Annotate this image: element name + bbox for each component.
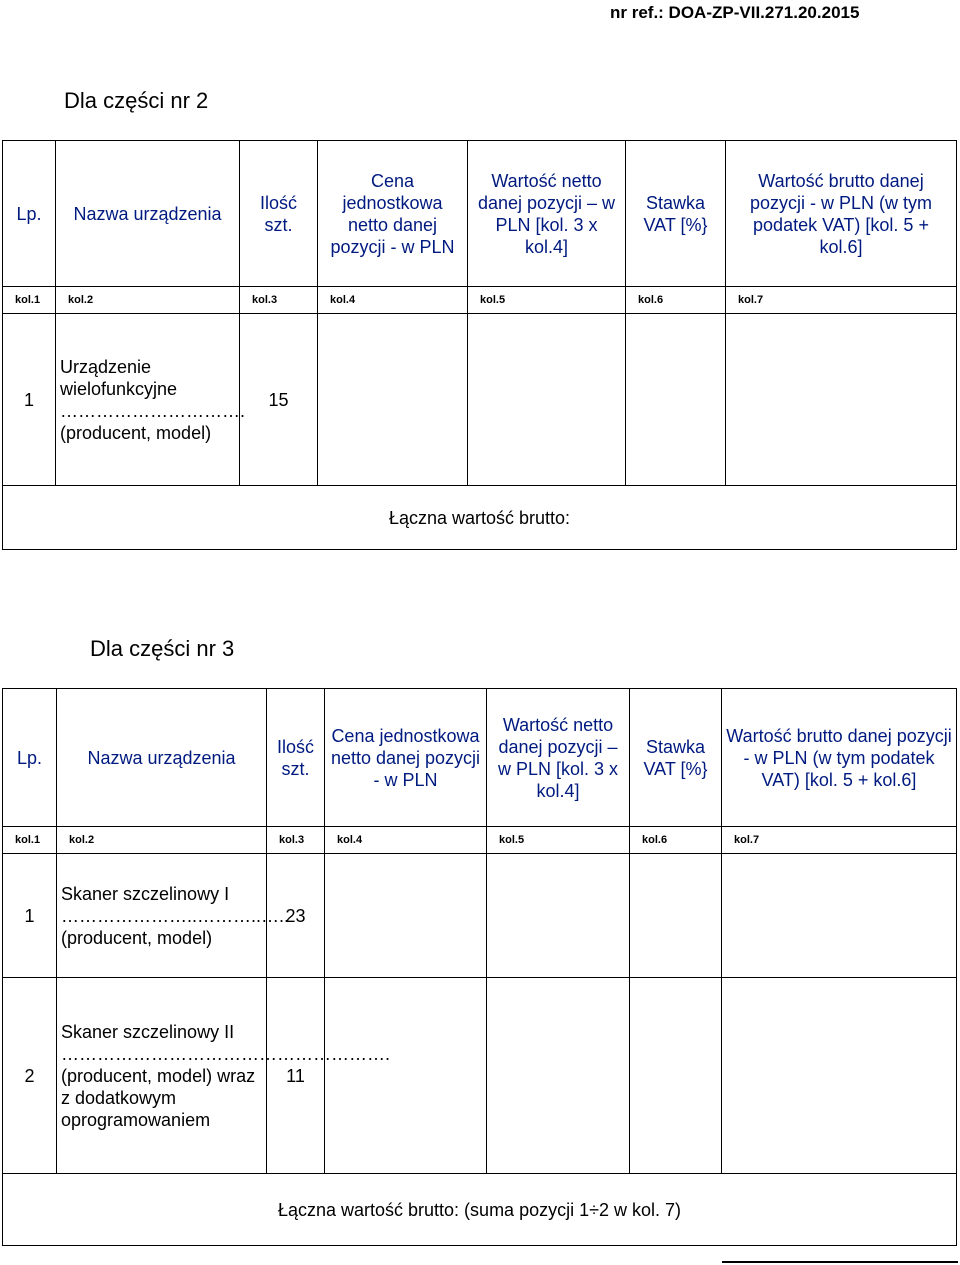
header-qty: Ilość szt. xyxy=(240,141,318,287)
kol-label: kol.5 xyxy=(468,287,626,314)
kol-label: kol.5 xyxy=(487,827,630,854)
row-vat[interactable] xyxy=(630,978,722,1174)
part3-table xyxy=(2,688,957,1246)
kol-label: kol.1 xyxy=(3,287,56,314)
kol-label: kol.1 xyxy=(3,827,57,854)
kol-label: kol.2 xyxy=(56,287,240,314)
row-name: Skaner szczelinowy II ………………………………………………. (producent, model) wraz z dodatkowym oprogramowaniem xyxy=(57,978,267,1174)
header-net-value: Wartość netto danej pozycji – w PLN [kol. 3 x kol.4] xyxy=(487,689,630,827)
header-vat: Stawka VAT [%} xyxy=(626,141,726,287)
row-qty: 23 xyxy=(267,854,325,978)
kol-label: kol.2 xyxy=(57,827,267,854)
header-vat: Stawka VAT [%} xyxy=(630,689,722,827)
header-lp: Lp. xyxy=(3,689,57,827)
row-net-value[interactable] xyxy=(468,314,626,486)
row-vat[interactable] xyxy=(630,854,722,978)
row-qty: 15 xyxy=(240,314,318,486)
row-lp: 1 xyxy=(3,854,57,978)
kol-label: kol.4 xyxy=(318,287,468,314)
header-unit-price: Cena jednostkowa netto danej pozycji - w PLN xyxy=(325,689,487,827)
row-unit-price[interactable] xyxy=(318,314,468,486)
header-qty: Ilość szt. xyxy=(267,689,325,827)
kol-label: kol.4 xyxy=(325,827,487,854)
total-underline xyxy=(722,1261,958,1263)
kol-label: kol.7 xyxy=(722,827,957,854)
kol-label: kol.6 xyxy=(626,287,726,314)
row-qty: 11 xyxy=(267,978,325,1174)
kol-label: kol.3 xyxy=(267,827,325,854)
reference-number: nr ref.: DOA-ZP-VII.271.20.2015 xyxy=(610,3,860,22)
part2-title: Dla części nr 2 xyxy=(64,88,209,113)
row-lp: 2 xyxy=(3,978,57,1174)
header-unit-price: Cena jednostkowa netto danej pozycji - w PLN xyxy=(318,141,468,287)
row-gross-value[interactable] xyxy=(726,314,957,486)
part3-total: Łączna wartość brutto: (suma pozycji 1÷2 w kol. 7) xyxy=(3,1174,957,1246)
header-gross-value: Wartość brutto danej pozycji - w PLN (w tym podatek VAT) [kol. 5 + kol.6] xyxy=(722,689,957,827)
table-row xyxy=(3,978,957,1174)
kol-label: kol.6 xyxy=(630,827,722,854)
kol-label: kol.3 xyxy=(240,287,318,314)
row-net-value[interactable] xyxy=(487,854,630,978)
part2-table xyxy=(2,140,957,550)
row-unit-price[interactable] xyxy=(325,854,487,978)
header-name: Nazwa urządzenia xyxy=(56,141,240,287)
header-gross-value: Wartość brutto danej pozycji - w PLN (w tym podatek VAT) [kol. 5 + kol.6] xyxy=(726,141,957,287)
row-net-value[interactable] xyxy=(487,978,630,1174)
row-unit-price[interactable] xyxy=(325,978,487,1174)
row-vat[interactable] xyxy=(626,314,726,486)
kol-label: kol.7 xyxy=(726,287,957,314)
part2-total: Łączna wartość brutto: xyxy=(3,486,957,550)
header-net-value: Wartość netto danej pozycji – w PLN [kol. 3 x kol.4] xyxy=(468,141,626,287)
row-gross-value[interactable] xyxy=(722,854,957,978)
header-lp: Lp. xyxy=(3,141,56,287)
table-row xyxy=(3,314,957,486)
row-name: Urządzenie wielofunkcyjne …………………………. (producent, model) xyxy=(56,314,240,486)
header-name: Nazwa urządzenia xyxy=(57,689,267,827)
row-lp: 1 xyxy=(3,314,56,486)
table-row xyxy=(3,854,957,978)
row-gross-value[interactable] xyxy=(722,978,957,1174)
row-name: Skaner szczelinowy I …………………..………..….. (producent, model) xyxy=(57,854,267,978)
part3-title: Dla części nr 3 xyxy=(90,636,235,661)
